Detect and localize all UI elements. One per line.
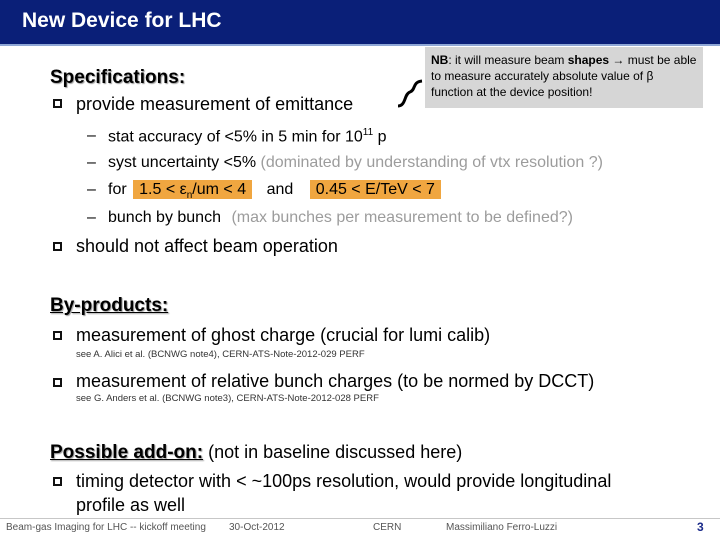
nb-callout-box	[425, 47, 703, 108]
square-bullet-icon	[53, 378, 62, 387]
bunch-by-bunch-note: (max bunches per measurement to be defined?)	[231, 209, 573, 226]
dash-4: –	[87, 209, 96, 226]
footer-divider	[0, 518, 720, 519]
square-bullet-icon	[53, 331, 62, 340]
bunch-by-bunch-text: bunch by bunch	[108, 209, 221, 226]
ranges-and-label: and	[266, 181, 294, 198]
byproduct-relative-charges-ref: see G. Anders et al. (BCNWG note3), CERN-ATS-Note-2012-028 PERF	[76, 393, 379, 404]
energy-range-highlight: 0.45 < E/TeV < 7	[310, 180, 441, 199]
emittance-range-sub: n	[186, 190, 193, 202]
byproduct-relative-charges: measurement of relative bunch charges (to be normed by DCCT)	[76, 371, 595, 391]
addon-heading: Possible add-on:	[50, 442, 204, 463]
footer-date: 30-Oct-2012	[229, 522, 285, 533]
square-bullet-icon	[53, 99, 62, 108]
spec-sub-bunch-by-bunch	[108, 209, 573, 227]
addon-note: (not in baseline discussed here)	[203, 442, 463, 462]
spec-item-emittance: provide measurement of emittance	[76, 94, 354, 114]
syst-uncertainty-note: (dominated by understanding of vtx resolution ?)	[256, 154, 603, 171]
addon-timing-detector-line2: profile as well	[76, 495, 186, 515]
footer-org: CERN	[373, 522, 402, 533]
nb-label: NB	[431, 53, 449, 67]
byproduct-ghost-charge-ref: see A. Alici et al. (BCNWG note4), CERN-ATS-Note-2012-029 PERF	[76, 349, 365, 360]
emittance-range-highlight	[133, 180, 252, 202]
stat-accuracy-text: stat accuracy of <5% in 5 min for 10	[108, 128, 363, 146]
stat-accuracy-exponent: 11	[362, 127, 374, 138]
emittance-range-post: /um < 4	[192, 181, 247, 198]
specifications-heading: Specifications:	[50, 67, 186, 88]
footer-author: Massimiliano Ferro-Luzzi	[446, 522, 558, 533]
page-number: 3	[697, 520, 704, 534]
dash-3: –	[87, 181, 96, 198]
square-bullet-icon	[53, 477, 62, 486]
square-bullet-icon	[53, 242, 62, 251]
spec-item-beam-operation: should not affect beam operation	[76, 236, 338, 256]
spec-sub-ranges	[108, 181, 441, 201]
emittance-range-pre: 1.5 < ε	[139, 181, 187, 198]
title-bar	[0, 0, 720, 44]
syst-uncertainty-text: syst uncertainty <5%	[108, 154, 257, 171]
byproducts-heading: By-products:	[50, 295, 169, 316]
spec-sub-syst-uncertainty	[108, 154, 603, 172]
stat-accuracy-unit: p	[373, 128, 387, 146]
byproduct-ghost-charge: measurement of ghost charge (crucial for lumi calib)	[76, 325, 491, 345]
addon-heading-line	[50, 442, 462, 464]
title-divider	[0, 44, 720, 46]
slide-title: New Device for LHC	[22, 9, 222, 32]
nb-text-2: → must be able to measure accurately absolute value of β function at the device position!	[431, 53, 697, 99]
squiggle-arrow-icon	[396, 78, 426, 110]
nb-text-1: : it will measure beam	[448, 53, 568, 67]
spec-sub-stat-accuracy	[108, 127, 387, 146]
addon-timing-detector-line1: timing detector with < ~100ps resolution, would provide longitudinal	[76, 471, 612, 491]
dash-2: –	[87, 154, 96, 171]
dash-1: –	[87, 127, 96, 144]
nb-shapes: shapes	[567, 53, 610, 67]
footer-event: Beam-gas Imaging for LHC -- kickoff meeting	[6, 522, 206, 533]
ranges-for-label: for	[108, 181, 127, 198]
